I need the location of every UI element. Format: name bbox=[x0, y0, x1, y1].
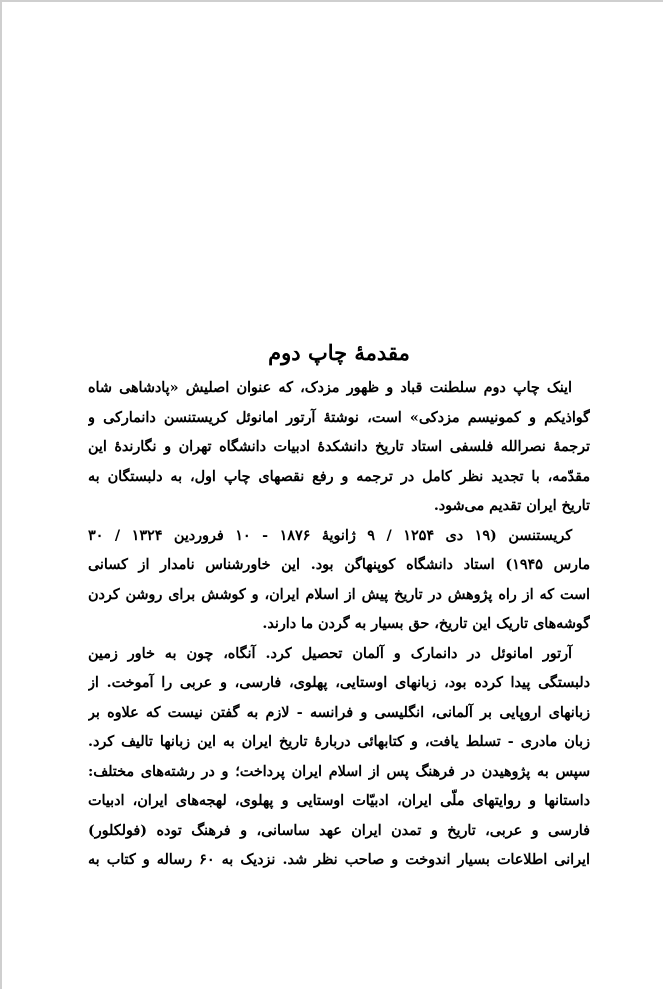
text-line: تاریخ ایران تقدیم می‌شود. bbox=[433, 498, 590, 514]
page-edge bbox=[0, 0, 663, 2]
text-line: سپس به پژوهیدن در فرهنگ پس از اسلام ایران پرداخت؛ و در رشته‌های مختلف: bbox=[88, 763, 590, 780]
paragraph-2 bbox=[88, 522, 590, 640]
page-edge bbox=[0, 0, 2, 989]
text-line: مارس ۱۹۴۵) استاد دانشگاه کوپنهاگن بود. این خاورشناس نامدار از کسانی bbox=[88, 557, 590, 573]
text-line: ایرانی اطلاعات بسیار اندوخت و صاحب نظر شد. نزدیک به ۶۰ رساله و کتاب به bbox=[88, 852, 590, 868]
text-line: کریستنسن (۱۹ دی ۱۲۵۴ / ۹ ژانویهٔ ۱۸۷۶ - ۱۰ فروردین ۱۳۲۴ / ۳۰ bbox=[88, 527, 573, 544]
text-line: است که از راه پژوهش در تاریخ پیش از اسلام ایران، و کوشش برای روشن کردن bbox=[88, 586, 590, 603]
text-line: گواذیکم و کمونیسم مزدکی» است، نوشتهٔ آرتور امانوئل کریستنسن دانمارکی و bbox=[88, 409, 590, 426]
text-line: دلبستگی پیدا کرده بود، زبانهای اوستایی، پهلوی، فارسی، و عربی را آموخت. از bbox=[88, 675, 590, 691]
text-line: فارسی و عربی، تاریخ و تمدن ایران عهد ساسانی، و فرهنگ توده (فولکلور) bbox=[88, 822, 590, 839]
text-line: ترجمهٔ نصرالله فلسفی استاد تاریخ دانشکدهٔ ادبیات دانشگاه تهران و نگارندهٔ این bbox=[88, 439, 590, 455]
text-line: مقدّمه، با تجدید نظر کامل در ترجمه و رفع نقصهای چاپ اول، به دلبستگان به bbox=[88, 468, 590, 485]
text-line: گوشه‌های تاریک این تاریخ، حق بسیار به گردن ما دارند. bbox=[262, 616, 590, 632]
text-line: زبان مادری - تسلط یافت، و کتابهائی دربارهٔ تاریخ ایران به این زبانها تالیف کرد. bbox=[88, 734, 590, 750]
document-page bbox=[88, 336, 590, 876]
text-line: آرتور امانوئل در دانمارک و آلمان تحصیل کرد. آنگاه، چون به خاور زمین bbox=[88, 645, 572, 662]
text-line: اینک چاپ دوم سلطنت قباد و ظهور مزدک، که عنوان اصلیش «پادشاهی شاه bbox=[88, 380, 572, 396]
paragraph-3 bbox=[88, 640, 590, 876]
paragraph-1 bbox=[88, 374, 590, 522]
page-title: مقدمهٔ چاپ دوم bbox=[268, 340, 410, 365]
text-line: داستانها و روایتهای ملّی ایران، ادبیّات اوستایی و پهلوی، لهجه‌های ایران، ادبیات bbox=[88, 793, 590, 809]
text-line: زبانهای اروپایی بر آلمانی، انگلیسی و فرانسه - لازم به گفتن نیست که علاوه بر bbox=[88, 704, 590, 721]
